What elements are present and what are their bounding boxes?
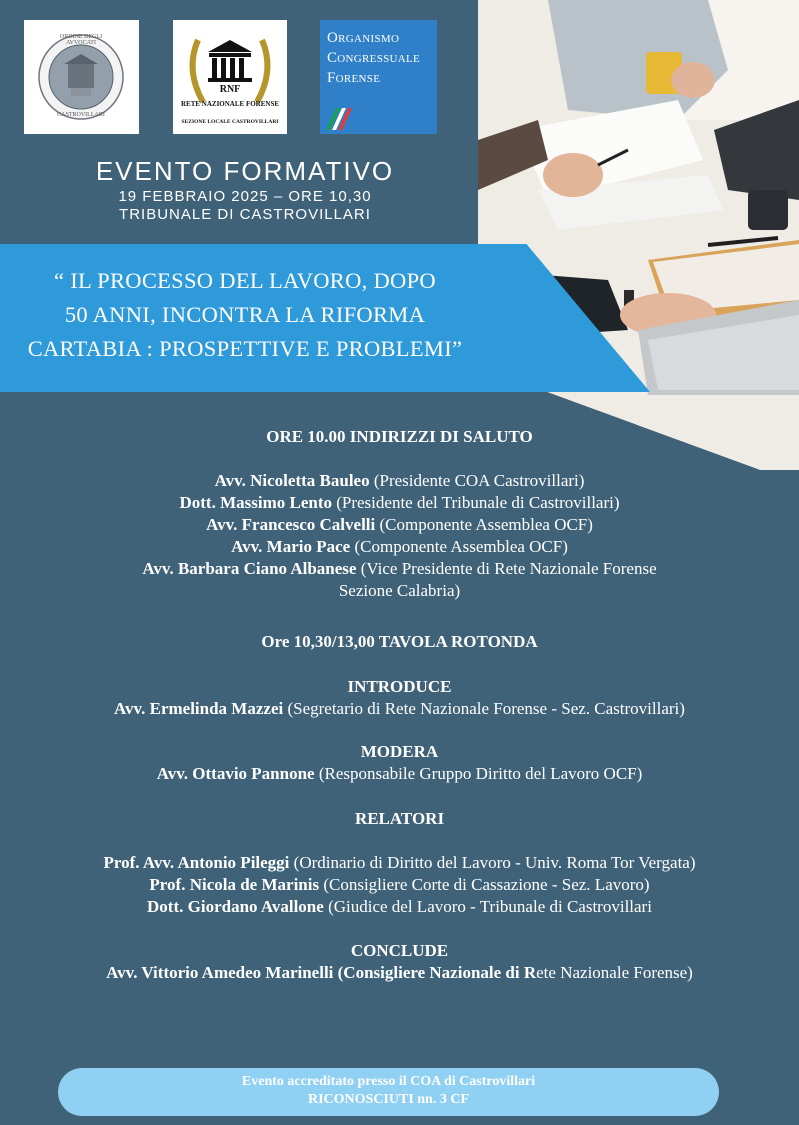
speaker-name: Avv. Nicoletta Bauleo bbox=[214, 471, 370, 490]
ocf-logo-text bbox=[327, 28, 420, 88]
accreditation-line-2: RICONOSCIUTI nn. 3 CF bbox=[307, 1092, 470, 1107]
greeting-speaker bbox=[0, 536, 799, 558]
speaker-name: Dott. Giordano Avallone bbox=[147, 897, 324, 916]
greetings-heading: ORE 10.00 INDIRIZZI DI SALUTO bbox=[266, 427, 533, 446]
rnf-sub-text: SEZIONE LOCALE CASTROVILLARI bbox=[181, 119, 279, 125]
ocf-logo bbox=[320, 20, 437, 134]
rnf-logo bbox=[173, 20, 287, 134]
speaker-name: Avv. Francesco Calvelli bbox=[206, 515, 376, 534]
relatore-speaker bbox=[0, 852, 799, 874]
event-title: EVENTO FORMATIVO bbox=[95, 156, 395, 186]
relatori-heading: RELATORI bbox=[354, 809, 445, 828]
ocf-flag-mark bbox=[324, 104, 354, 132]
rnf-emblem bbox=[173, 20, 287, 134]
greeting-speaker bbox=[0, 558, 799, 580]
rnf-arc-text: RETE NAZIONALE FORENSE bbox=[180, 100, 280, 108]
office-photo-illustration bbox=[478, 0, 799, 470]
conclude-speaker bbox=[0, 962, 799, 984]
speaker-role: (Consigliere Corte di Cassazione - Sez. Lavoro) bbox=[319, 875, 650, 894]
introduce-speaker bbox=[0, 698, 799, 720]
speaker-role: (Giudice del Lavoro - Tribunale di Castrovillari bbox=[323, 897, 652, 916]
round-table-heading: Ore 10,30/13,00 TAVOLA ROTONDA bbox=[261, 632, 538, 651]
speaker-role: (Presidente COA Castrovillari) bbox=[369, 471, 585, 490]
speaker-name: Dott. Massimo Lento bbox=[179, 493, 332, 512]
rnf-badge-text: RNF bbox=[219, 84, 241, 95]
speaker-role: (Componente Assemblea OCF) bbox=[350, 537, 568, 556]
accreditation-banner bbox=[58, 1068, 719, 1116]
speaker-name: Avv. Vittorio Amedeo Marinelli (Consigliere Nazionale di R bbox=[106, 963, 537, 982]
speaker-role: (Componente Assemblea OCF) bbox=[375, 515, 593, 534]
topic-line-2: 50 ANNI, INCONTRA LA RIFORMA bbox=[64, 302, 426, 327]
speaker-role: ete Nazionale Forense) bbox=[536, 963, 693, 982]
speaker-role: (Vice Presidente di Rete Nazionale Forense bbox=[356, 559, 657, 578]
relatore-speaker bbox=[0, 896, 799, 918]
accreditation-line-1: Evento accreditato presso il COA di Castrovillari bbox=[241, 1074, 536, 1089]
ocf-line-3: Forense bbox=[327, 70, 381, 86]
speaker-name: Avv. Ottavio Pannone bbox=[156, 764, 315, 783]
coa-logo-bottom-text: CASTROVILLARI bbox=[57, 112, 105, 118]
topic-title bbox=[0, 264, 490, 366]
speaker-name: Prof. Nicola de Marinis bbox=[149, 875, 320, 894]
event-place: TRIBUNALE DI CASTROVILLARI bbox=[119, 206, 371, 223]
speaker-name: Avv. Ermelinda Mazzei bbox=[114, 699, 284, 718]
greeting-speaker bbox=[0, 470, 799, 492]
coa-logo bbox=[24, 20, 139, 134]
topic-line-3: CARTABIA : PROSPETTIVE E PROBLEMI” bbox=[27, 336, 463, 361]
event-date: 19 FEBBRAIO 2025 – ORE 10,30 bbox=[118, 188, 372, 205]
conclude-heading: CONCLUDE bbox=[350, 941, 449, 960]
speaker-role: (Responsabile Gruppo Diritto del Lavoro OCF) bbox=[314, 764, 643, 783]
modera-heading: MODERA bbox=[360, 742, 439, 761]
greeting-speaker bbox=[0, 514, 799, 536]
ocf-line-2: Congressuale bbox=[327, 50, 421, 66]
introduce-heading: INTRODUCE bbox=[347, 677, 452, 696]
speaker-role: (Ordinario di Diritto del Lavoro - Univ. Roma Tor Vergata) bbox=[289, 853, 696, 872]
ocf-line-1: Organismo bbox=[327, 30, 400, 46]
speaker-name: Avv. Mario Pace bbox=[231, 537, 351, 556]
greeting-speaker-role-continued: Sezione Calabria) bbox=[338, 581, 461, 600]
speaker-name: Prof. Avv. Antonio Pileggi bbox=[103, 853, 290, 872]
speaker-name: Avv. Barbara Ciano Albanese bbox=[142, 559, 357, 578]
office-photo bbox=[478, 0, 799, 470]
speaker-role: (Segretario di Rete Nazionale Forense - Sez. Castrovillari) bbox=[283, 699, 685, 718]
coa-logo-top-text: ORDINE DEGLI AVVOCATI bbox=[59, 34, 103, 46]
greeting-speaker bbox=[0, 492, 799, 514]
relatore-speaker bbox=[0, 874, 799, 896]
speaker-role: (Presidente del Tribunale di Castrovillari) bbox=[331, 493, 620, 512]
topic-line-1: “ IL PROCESSO DEL LAVORO, DOPO bbox=[54, 268, 436, 293]
modera-speaker bbox=[0, 763, 799, 785]
